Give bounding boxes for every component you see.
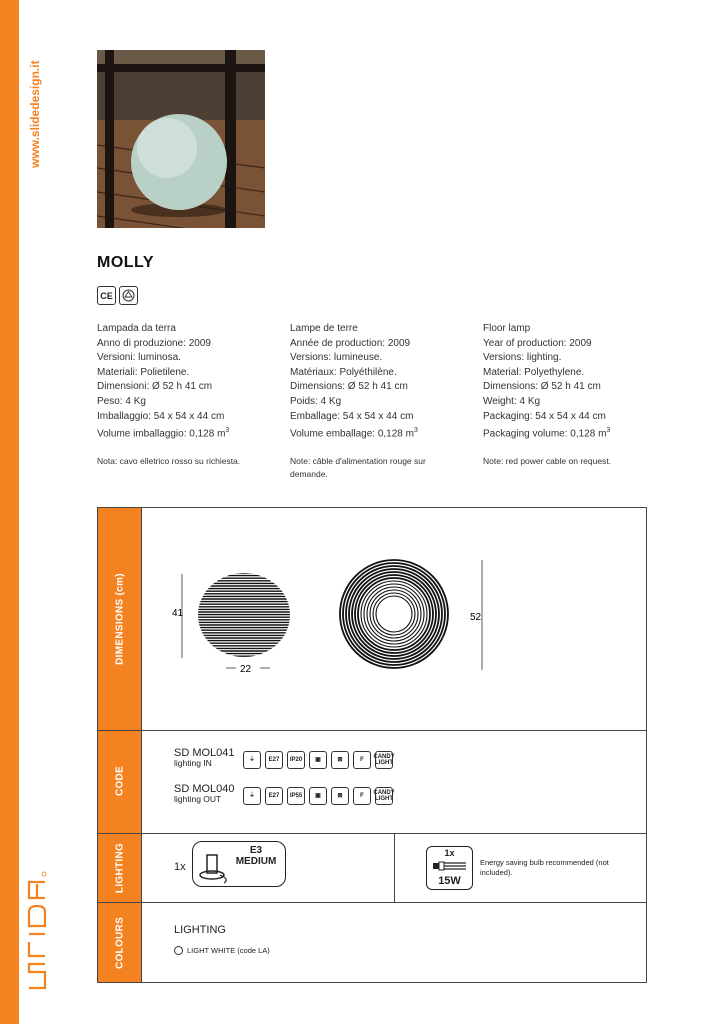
ce-mark-icon: CE <box>97 286 116 305</box>
code-label: CODE <box>114 765 126 797</box>
spec-line: Weight: 4 Kg <box>483 395 541 407</box>
spec-line: Floor lamp <box>483 323 531 334</box>
cube-exponent: 3 <box>606 427 611 435</box>
lamp-top-view <box>340 560 448 668</box>
candy-light-badge: CANDY LIGHT <box>375 787 393 805</box>
outlet-icon: ⏚ <box>243 787 261 805</box>
candy-light-badge: CANDY LIGHT <box>375 751 393 769</box>
code-row-out <box>174 783 235 804</box>
spec-note: Note: câble d'alimentation rouge sur demande. <box>290 456 426 480</box>
top-ring <box>376 596 412 632</box>
diameter-value: 52 <box>470 612 482 623</box>
spec-note: Note: red power cable on request. <box>483 456 612 467</box>
top-ring <box>370 590 418 638</box>
spec-line: Versioni: luminosa. <box>97 352 181 364</box>
top-ring <box>358 578 430 650</box>
energy-bulb-icon <box>433 860 467 872</box>
top-ring <box>352 572 436 656</box>
row-divider <box>98 730 646 731</box>
volume-text: Packaging volume: 0,128 m <box>483 428 607 440</box>
product-code: SD MOL040 <box>174 783 235 795</box>
spec-line: Materiali: Polietilene. <box>97 366 190 378</box>
spec-line: Année de production: 2009 <box>290 337 411 349</box>
height-value: 41 <box>172 608 184 619</box>
weee-bin-icon: ⊠ <box>331 787 349 805</box>
spec-volume <box>483 424 673 442</box>
colours-label: COLOURS <box>114 916 126 970</box>
cube-exponent: 3 <box>225 427 230 435</box>
spec-line: Emballage: 54 x 54 x 44 cm <box>290 410 414 422</box>
lamp-fitting-code: E3 <box>249 845 263 856</box>
colours-heading: LIGHTING <box>174 924 226 936</box>
spec-line: Lampe de terre <box>290 323 358 334</box>
technical-table <box>97 507 647 983</box>
spec-note: Nota: cavo elletrico rosso su richiesta. <box>97 456 241 467</box>
ip-rating-badge: IP20 <box>287 751 305 769</box>
spec-line: Peso: 4 Kg <box>97 395 146 407</box>
lamp-side-view <box>192 573 296 656</box>
top-ring <box>340 560 448 668</box>
spec-line: Dimensions: Ø 52 h 41 cm <box>290 381 408 393</box>
bulb-quantity: 1x <box>444 848 455 858</box>
ip-rating-badge: IP55 <box>287 787 305 805</box>
spec-line: Dimensions: Ø 52 h 41 cm <box>483 381 601 393</box>
spec-line: Imballaggio: 54 x 54 x 44 cm <box>97 410 225 422</box>
product-photo <box>97 50 265 228</box>
product-title: MOLLY <box>97 254 155 271</box>
spec-line: Versions: lumineuse. <box>290 352 383 364</box>
code-variant: lighting IN <box>174 758 212 768</box>
slide-logo <box>26 860 48 990</box>
spec-line: Dimensioni: Ø 52 h 41 cm <box>97 381 213 393</box>
spec-line: Packaging: 54 x 54 x 44 cm <box>483 410 606 422</box>
top-ring <box>349 569 439 659</box>
bulb-note: Energy saving bulb recommended (not included). <box>480 858 609 877</box>
cube-exponent: 3 <box>413 427 418 435</box>
lamp-quantity: 1x <box>174 861 186 873</box>
outlet-icon: ⏚ <box>243 751 261 769</box>
product-code: SD MOL041 <box>174 747 235 759</box>
row-divider <box>98 902 646 903</box>
double-insulation-icon: ▣ <box>309 751 327 769</box>
top-ring <box>346 566 442 662</box>
recycle-icon <box>119 286 138 305</box>
spec-line: Year of production: 2009 <box>483 337 592 349</box>
bulb-type-icon: E27 <box>265 787 283 805</box>
lighting-divider <box>394 833 395 902</box>
specs-french <box>290 322 480 481</box>
specs-italian <box>97 322 287 468</box>
spec-volume <box>290 424 480 442</box>
top-ring <box>361 581 427 647</box>
bulb-badge <box>426 846 473 890</box>
spec-line: Material: Polyethylene. <box>483 366 585 378</box>
lamp-fitting-badge <box>192 841 286 887</box>
spec-line: Anno di produzione: 2009 <box>97 337 211 349</box>
colour-option-label: LIGHT WHITE (code LA) <box>187 946 270 955</box>
double-insulation-icon: ▣ <box>309 787 327 805</box>
dimensions-label: DIMENSIONS (cm) <box>114 573 126 665</box>
width-value: 22 <box>240 664 252 675</box>
orange-side-bar <box>0 0 19 1024</box>
volume-text: Volume emballage: 0,128 m <box>290 428 414 440</box>
volume-text: Volume imballaggio: 0,128 m <box>97 428 226 440</box>
code-icons-in <box>243 751 393 769</box>
spec-volume <box>97 424 287 442</box>
spec-line: Matériaux: Polyéthilène. <box>290 366 397 378</box>
spec-line: Lampada da terra <box>97 323 176 334</box>
lamp-fitting-text <box>227 845 285 867</box>
code-row-in <box>174 747 235 768</box>
dimension-drawing <box>142 508 646 730</box>
spec-line: Poids: 4 Kg <box>290 395 342 407</box>
colour-option[interactable] <box>174 946 270 955</box>
specs-english <box>483 322 673 468</box>
f-mark-icon: F <box>353 787 371 805</box>
website-url[interactable]: www.slidedesign.it <box>28 60 42 168</box>
lamp-fitting-icon <box>196 843 230 885</box>
code-variant: lighting OUT <box>174 794 222 804</box>
certification-marks <box>97 286 138 305</box>
radio-circle-icon[interactable] <box>174 946 183 955</box>
code-icons-out <box>243 787 393 805</box>
row-divider <box>98 833 646 834</box>
top-ring <box>367 587 421 641</box>
lighting-label: LIGHTING <box>114 842 126 894</box>
weee-bin-icon: ⊠ <box>331 751 349 769</box>
lamp-fitting-size: MEDIUM <box>235 856 277 867</box>
spec-line: Versions: lighting. <box>483 352 562 364</box>
bulb-type-icon: E27 <box>265 751 283 769</box>
top-ring <box>373 593 415 635</box>
bulb-power: 15W <box>438 875 461 887</box>
f-mark-icon: F <box>353 751 371 769</box>
